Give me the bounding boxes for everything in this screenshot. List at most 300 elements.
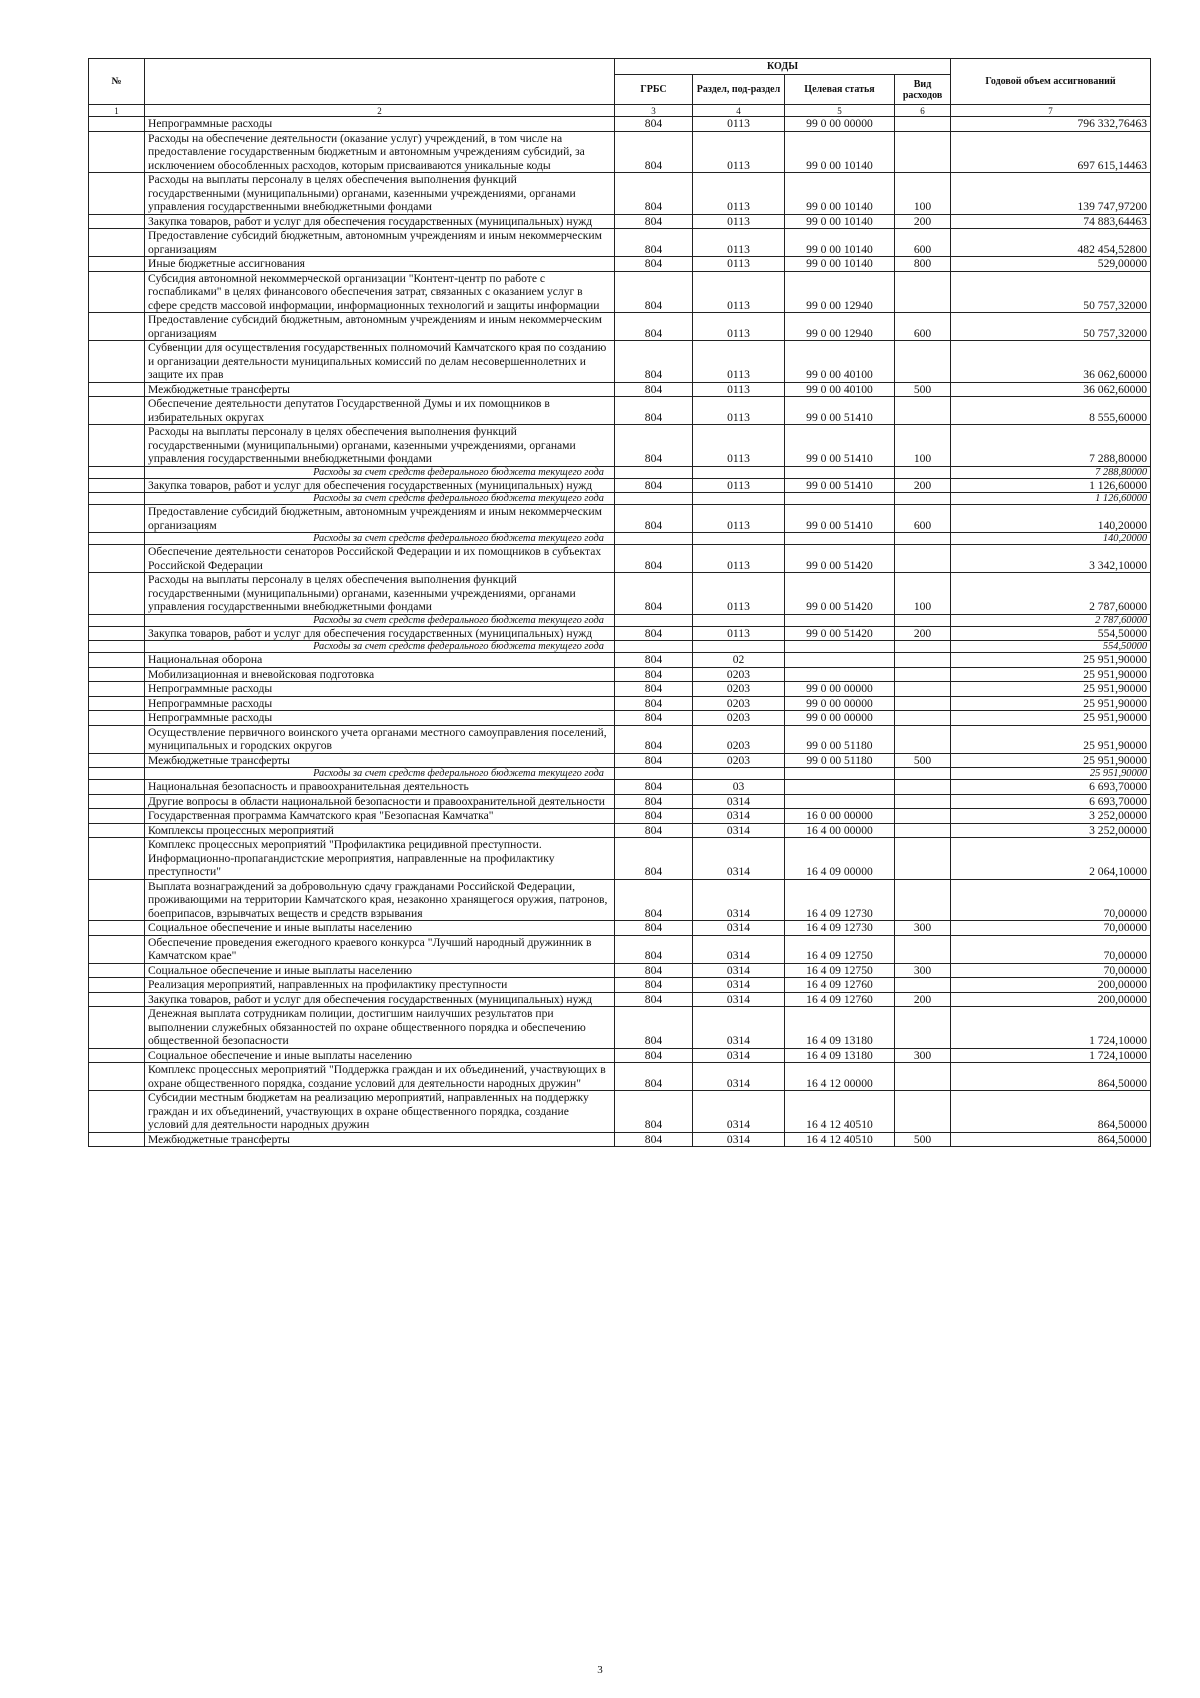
row-kind-cell bbox=[895, 838, 951, 880]
row-target-cell: 16 4 12 40510 bbox=[785, 1132, 895, 1147]
row-number-cell bbox=[89, 696, 145, 711]
row-section-cell: 0113 bbox=[693, 229, 785, 257]
row-grbs-cell bbox=[615, 768, 693, 780]
row-number-cell bbox=[89, 117, 145, 132]
row-amount-cell: 2 064,10000 bbox=[951, 838, 1151, 880]
row-grbs-cell: 804 bbox=[615, 711, 693, 726]
table-row bbox=[89, 573, 1151, 615]
row-kind-cell: 500 bbox=[895, 1132, 951, 1147]
row-name-cell: Социальное обеспечение и иные выплаты населению bbox=[145, 921, 615, 936]
row-section-cell bbox=[693, 768, 785, 780]
row-amount-cell: 1 724,10000 bbox=[951, 1007, 1151, 1049]
row-kind-cell bbox=[895, 725, 951, 753]
row-kind-cell bbox=[895, 493, 951, 505]
row-section-cell bbox=[693, 533, 785, 545]
row-section-cell: 0314 bbox=[693, 921, 785, 936]
budget-table bbox=[88, 58, 1151, 1147]
row-section-cell: 0113 bbox=[693, 626, 785, 641]
table-row bbox=[89, 173, 1151, 215]
row-target-cell bbox=[785, 780, 895, 795]
header-col-3: 3 bbox=[615, 105, 693, 117]
row-number-cell bbox=[89, 1091, 145, 1133]
row-section-cell: 0314 bbox=[693, 1063, 785, 1091]
row-target-cell: 16 4 09 00000 bbox=[785, 838, 895, 880]
row-grbs-cell bbox=[615, 466, 693, 478]
row-name-cell: Обеспечение проведения ежегодного краевого конкурса "Лучший народный дружинник в Камчатском крае" bbox=[145, 935, 615, 963]
row-name-cell: Осуществление первичного воинского учета органами местного самоуправления поселений, муниципальных и городских округов bbox=[145, 725, 615, 753]
table-header bbox=[89, 59, 1151, 117]
row-name-cell: Межбюджетные трансферты bbox=[145, 1132, 615, 1147]
row-number-cell bbox=[89, 641, 145, 653]
row-section-cell: 0113 bbox=[693, 505, 785, 533]
row-grbs-cell: 804 bbox=[615, 753, 693, 768]
table-row bbox=[89, 626, 1151, 641]
row-target-cell bbox=[785, 768, 895, 780]
row-kind-cell bbox=[895, 682, 951, 697]
row-section-cell: 0314 bbox=[693, 1091, 785, 1133]
row-name-cell: Комплекс процессных мероприятий "Поддержка граждан и их объединений, участвующих в охране общественного порядка, создание условий для деятельности народных дружин" bbox=[145, 1063, 615, 1091]
row-number-cell bbox=[89, 823, 145, 838]
table-row bbox=[89, 667, 1151, 682]
row-kind-cell: 600 bbox=[895, 505, 951, 533]
table-row bbox=[89, 545, 1151, 573]
row-target-cell: 99 0 00 12940 bbox=[785, 271, 895, 313]
table-row bbox=[89, 696, 1151, 711]
table-row bbox=[89, 935, 1151, 963]
row-number-cell bbox=[89, 214, 145, 229]
row-section-cell: 0314 bbox=[693, 1132, 785, 1147]
row-kind-cell bbox=[895, 1007, 951, 1049]
row-amount-cell: 3 252,00000 bbox=[951, 809, 1151, 824]
table-row bbox=[89, 794, 1151, 809]
row-number-cell bbox=[89, 725, 145, 753]
row-amount-cell: 8 555,60000 bbox=[951, 397, 1151, 425]
row-grbs-cell bbox=[615, 493, 693, 505]
table-row bbox=[89, 823, 1151, 838]
header-col-4: 4 bbox=[693, 105, 785, 117]
row-section-cell: 0314 bbox=[693, 794, 785, 809]
row-section-cell: 0314 bbox=[693, 838, 785, 880]
row-number-cell bbox=[89, 711, 145, 726]
row-number-cell bbox=[89, 397, 145, 425]
table-row bbox=[89, 1091, 1151, 1133]
row-amount-cell: 864,50000 bbox=[951, 1132, 1151, 1147]
row-target-cell: 99 0 00 00000 bbox=[785, 711, 895, 726]
row-amount-cell: 2 787,60000 bbox=[951, 614, 1151, 626]
row-kind-cell bbox=[895, 935, 951, 963]
row-number-cell bbox=[89, 838, 145, 880]
row-amount-cell: 1 126,60000 bbox=[951, 478, 1151, 493]
row-section-cell: 0203 bbox=[693, 753, 785, 768]
row-section-cell: 0113 bbox=[693, 131, 785, 173]
table-row bbox=[89, 214, 1151, 229]
row-target-cell: 99 0 00 51410 bbox=[785, 505, 895, 533]
row-number-cell bbox=[89, 667, 145, 682]
row-name-cell: Расходы за счет средств федерального бюджета текущего года bbox=[145, 614, 615, 626]
table-row-federal-note bbox=[89, 533, 1151, 545]
row-amount-cell: 70,00000 bbox=[951, 935, 1151, 963]
row-number-cell bbox=[89, 1132, 145, 1147]
table-row bbox=[89, 725, 1151, 753]
row-number-cell bbox=[89, 505, 145, 533]
row-section-cell: 0113 bbox=[693, 545, 785, 573]
row-name-cell: Закупка товаров, работ и услуг для обеспечения государственных (муниципальных) нужд bbox=[145, 626, 615, 641]
row-number-cell bbox=[89, 978, 145, 993]
row-target-cell: 99 0 00 51180 bbox=[785, 753, 895, 768]
row-target-cell: 16 4 09 12760 bbox=[785, 978, 895, 993]
row-number-cell bbox=[89, 653, 145, 668]
row-grbs-cell: 804 bbox=[615, 1063, 693, 1091]
row-target-cell: 99 0 00 51420 bbox=[785, 573, 895, 615]
table-row bbox=[89, 131, 1151, 173]
row-section-cell: 0113 bbox=[693, 478, 785, 493]
row-section-cell: 0203 bbox=[693, 725, 785, 753]
row-target-cell bbox=[785, 493, 895, 505]
row-grbs-cell: 804 bbox=[615, 780, 693, 795]
row-kind-cell bbox=[895, 341, 951, 383]
row-amount-cell: 3 252,00000 bbox=[951, 823, 1151, 838]
row-target-cell: 99 0 00 12940 bbox=[785, 313, 895, 341]
row-grbs-cell: 804 bbox=[615, 682, 693, 697]
row-number-cell bbox=[89, 780, 145, 795]
row-amount-cell: 139 747,97200 bbox=[951, 173, 1151, 215]
row-name-cell: Расходы на выплаты персоналу в целях обеспечения выполнения функций государственными (муниципальными) органами, казенными учреждениями, органами управления государственными внебюджетными фондами bbox=[145, 573, 615, 615]
row-grbs-cell: 804 bbox=[615, 382, 693, 397]
table-row bbox=[89, 1048, 1151, 1063]
row-section-cell bbox=[693, 641, 785, 653]
row-name-cell: Непрограммные расходы bbox=[145, 711, 615, 726]
row-target-cell: 16 4 09 13180 bbox=[785, 1007, 895, 1049]
row-grbs-cell: 804 bbox=[615, 838, 693, 880]
row-target-cell bbox=[785, 794, 895, 809]
row-number-cell bbox=[89, 992, 145, 1007]
row-grbs-cell: 804 bbox=[615, 397, 693, 425]
row-name-cell: Расходы на выплаты персоналу в целях обеспечения выполнения функций государственными (муниципальными) органами, казенными учреждениями, органами управления государственными внебюджетными фондами bbox=[145, 425, 615, 467]
row-grbs-cell bbox=[615, 533, 693, 545]
row-kind-cell bbox=[895, 780, 951, 795]
row-amount-cell: 25 951,90000 bbox=[951, 768, 1151, 780]
row-section-cell: 0113 bbox=[693, 573, 785, 615]
row-target-cell: 99 0 00 40100 bbox=[785, 382, 895, 397]
table-row bbox=[89, 257, 1151, 272]
table-row bbox=[89, 780, 1151, 795]
row-target-cell: 99 0 00 40100 bbox=[785, 341, 895, 383]
row-target-cell: 99 0 00 00000 bbox=[785, 696, 895, 711]
row-section-cell: 0113 bbox=[693, 341, 785, 383]
row-grbs-cell: 804 bbox=[615, 963, 693, 978]
row-grbs-cell: 804 bbox=[615, 1132, 693, 1147]
row-name-cell: Предоставление субсидий бюджетным, автономным учреждениям и иным некоммерческим организациям bbox=[145, 313, 615, 341]
row-grbs-cell: 804 bbox=[615, 257, 693, 272]
row-kind-cell bbox=[895, 978, 951, 993]
row-number-cell bbox=[89, 935, 145, 963]
table-row bbox=[89, 229, 1151, 257]
table-row bbox=[89, 1063, 1151, 1091]
row-kind-cell bbox=[895, 545, 951, 573]
row-target-cell: 99 0 00 51410 bbox=[785, 397, 895, 425]
row-amount-cell: 70,00000 bbox=[951, 879, 1151, 921]
row-kind-cell bbox=[895, 653, 951, 668]
row-name-cell: Предоставление субсидий бюджетным, автономным учреждениям и иным некоммерческим организациям bbox=[145, 505, 615, 533]
row-section-cell: 0203 bbox=[693, 682, 785, 697]
row-section-cell: 0113 bbox=[693, 382, 785, 397]
row-kind-cell bbox=[895, 711, 951, 726]
table-row-federal-note bbox=[89, 493, 1151, 505]
header-col-7: 7 bbox=[951, 105, 1151, 117]
row-kind-cell: 300 bbox=[895, 921, 951, 936]
row-kind-cell: 100 bbox=[895, 425, 951, 467]
row-grbs-cell: 804 bbox=[615, 573, 693, 615]
row-amount-cell: 25 951,90000 bbox=[951, 725, 1151, 753]
row-number-cell bbox=[89, 425, 145, 467]
row-grbs-cell: 804 bbox=[615, 505, 693, 533]
row-number-cell bbox=[89, 382, 145, 397]
row-section-cell: 02 bbox=[693, 653, 785, 668]
row-target-cell: 99 0 00 51410 bbox=[785, 425, 895, 467]
row-grbs-cell bbox=[615, 614, 693, 626]
row-target-cell: 99 0 00 10140 bbox=[785, 257, 895, 272]
table-row bbox=[89, 809, 1151, 824]
row-amount-cell: 796 332,76463 bbox=[951, 117, 1151, 132]
row-kind-cell bbox=[895, 696, 951, 711]
row-grbs-cell: 804 bbox=[615, 1048, 693, 1063]
row-number-cell bbox=[89, 809, 145, 824]
row-kind-cell: 200 bbox=[895, 992, 951, 1007]
row-section-cell: 0113 bbox=[693, 313, 785, 341]
row-number-cell bbox=[89, 768, 145, 780]
row-target-cell bbox=[785, 667, 895, 682]
row-grbs-cell: 804 bbox=[615, 1091, 693, 1133]
row-grbs-cell: 804 bbox=[615, 978, 693, 993]
row-number-cell bbox=[89, 229, 145, 257]
row-kind-cell bbox=[895, 809, 951, 824]
row-number-cell bbox=[89, 573, 145, 615]
row-kind-cell bbox=[895, 794, 951, 809]
row-name-cell: Комплекс процессных мероприятий "Профилактика рецидивной преступности. Информационно-пропагандистские мероприятия, направленные на профилактику преступности" bbox=[145, 838, 615, 880]
row-number-cell bbox=[89, 921, 145, 936]
row-target-cell: 99 0 00 51420 bbox=[785, 626, 895, 641]
row-amount-cell: 200,00000 bbox=[951, 992, 1151, 1007]
row-amount-cell: 6 693,70000 bbox=[951, 794, 1151, 809]
row-name-cell: Обеспечение деятельности сенаторов Российской Федерации и их помощников в субъектах Российской Федерации bbox=[145, 545, 615, 573]
row-kind-cell: 300 bbox=[895, 963, 951, 978]
page-number: 3 bbox=[597, 1664, 603, 1676]
row-grbs-cell: 804 bbox=[615, 341, 693, 383]
row-grbs-cell: 804 bbox=[615, 545, 693, 573]
row-grbs-cell: 804 bbox=[615, 1007, 693, 1049]
row-name-cell: Расходы за счет средств федерального бюджета текущего года bbox=[145, 641, 615, 653]
row-number-cell bbox=[89, 545, 145, 573]
row-amount-cell: 697 615,14463 bbox=[951, 131, 1151, 173]
row-number-cell bbox=[89, 257, 145, 272]
row-amount-cell: 140,20000 bbox=[951, 505, 1151, 533]
table-row bbox=[89, 313, 1151, 341]
row-kind-cell: 300 bbox=[895, 1048, 951, 1063]
row-number-cell bbox=[89, 466, 145, 478]
row-amount-cell: 50 757,32000 bbox=[951, 271, 1151, 313]
row-amount-cell: 50 757,32000 bbox=[951, 313, 1151, 341]
row-amount-cell: 6 693,70000 bbox=[951, 780, 1151, 795]
row-name-cell: Расходы за счет средств федерального бюджета текущего года bbox=[145, 533, 615, 545]
row-kind-cell bbox=[895, 466, 951, 478]
row-name-cell: Расходы за счет средств федерального бюджета текущего года bbox=[145, 466, 615, 478]
row-amount-cell: 74 883,64463 bbox=[951, 214, 1151, 229]
row-amount-cell: 529,00000 bbox=[951, 257, 1151, 272]
row-kind-cell: 500 bbox=[895, 382, 951, 397]
row-grbs-cell: 804 bbox=[615, 696, 693, 711]
table-row bbox=[89, 1007, 1151, 1049]
row-kind-cell bbox=[895, 614, 951, 626]
row-name-cell: Национальная оборона bbox=[145, 653, 615, 668]
row-number-cell bbox=[89, 313, 145, 341]
row-grbs-cell: 804 bbox=[615, 313, 693, 341]
row-number-cell bbox=[89, 478, 145, 493]
row-name-cell: Реализация мероприятий, направленных на профилактику преступности bbox=[145, 978, 615, 993]
row-grbs-cell: 804 bbox=[615, 667, 693, 682]
row-section-cell: 0314 bbox=[693, 935, 785, 963]
row-grbs-cell: 804 bbox=[615, 626, 693, 641]
row-section-cell: 0203 bbox=[693, 696, 785, 711]
row-target-cell bbox=[785, 641, 895, 653]
row-name-cell: Расходы на обеспечение деятельности (оказание услуг) учреждений, в том числе на предоставление государственным бюджетным и автономным учреждениям субсидий, за исключением обособленных расходов, которым присваиваются уникальные коды bbox=[145, 131, 615, 173]
row-kind-cell bbox=[895, 768, 951, 780]
row-name-cell: Межбюджетные трансферты bbox=[145, 753, 615, 768]
row-name-cell: Государственная программа Камчатского края "Безопасная Камчатка" bbox=[145, 809, 615, 824]
row-target-cell: 16 4 09 12730 bbox=[785, 879, 895, 921]
row-kind-cell bbox=[895, 1063, 951, 1091]
row-target-cell bbox=[785, 653, 895, 668]
row-name-cell: Мобилизационная и вневойсковая подготовка bbox=[145, 667, 615, 682]
row-amount-cell: 864,50000 bbox=[951, 1063, 1151, 1091]
table-row bbox=[89, 963, 1151, 978]
row-number-cell bbox=[89, 271, 145, 313]
row-section-cell bbox=[693, 493, 785, 505]
row-amount-cell: 7 288,80000 bbox=[951, 425, 1151, 467]
row-grbs-cell: 804 bbox=[615, 425, 693, 467]
table-row bbox=[89, 1132, 1151, 1147]
row-target-cell: 16 0 00 00000 bbox=[785, 809, 895, 824]
row-number-cell bbox=[89, 682, 145, 697]
row-amount-cell: 554,50000 bbox=[951, 626, 1151, 641]
row-target-cell: 99 0 00 51420 bbox=[785, 545, 895, 573]
row-kind-cell bbox=[895, 131, 951, 173]
header-col-2: 2 bbox=[145, 105, 615, 117]
row-amount-cell: 554,50000 bbox=[951, 641, 1151, 653]
row-target-cell: 16 4 12 40510 bbox=[785, 1091, 895, 1133]
row-number-cell bbox=[89, 626, 145, 641]
table-row bbox=[89, 879, 1151, 921]
row-number-cell bbox=[89, 614, 145, 626]
row-name-cell: Комплексы процессных мероприятий bbox=[145, 823, 615, 838]
row-name-cell: Закупка товаров, работ и услуг для обеспечения государственных (муниципальных) нужд bbox=[145, 478, 615, 493]
row-kind-cell: 600 bbox=[895, 229, 951, 257]
row-grbs-cell: 804 bbox=[615, 229, 693, 257]
row-amount-cell: 3 342,10000 bbox=[951, 545, 1151, 573]
header-kind: Вид расходов bbox=[895, 75, 951, 105]
row-name-cell: Обеспечение деятельности депутатов Государственной Думы и их помощников в избирательных округах bbox=[145, 397, 615, 425]
row-number-cell bbox=[89, 1063, 145, 1091]
row-name-cell: Иные бюджетные ассигнования bbox=[145, 257, 615, 272]
row-kind-cell bbox=[895, 667, 951, 682]
row-kind-cell: 100 bbox=[895, 573, 951, 615]
row-amount-cell: 36 062,60000 bbox=[951, 341, 1151, 383]
table-row bbox=[89, 921, 1151, 936]
table-row bbox=[89, 505, 1151, 533]
row-kind-cell bbox=[895, 117, 951, 132]
row-section-cell: 0113 bbox=[693, 117, 785, 132]
row-kind-cell: 200 bbox=[895, 214, 951, 229]
header-col-5: 5 bbox=[785, 105, 895, 117]
row-number-cell bbox=[89, 533, 145, 545]
table-row bbox=[89, 382, 1151, 397]
row-name-cell: Непрограммные расходы bbox=[145, 682, 615, 697]
row-grbs-cell: 804 bbox=[615, 117, 693, 132]
row-grbs-cell: 804 bbox=[615, 879, 693, 921]
table-row bbox=[89, 478, 1151, 493]
header-col-1: 1 bbox=[89, 105, 145, 117]
row-name-cell: Субсидии местным бюджетам на реализацию мероприятий, направленных на поддержку граждан и их объединений, участвующих в охране общественного порядка, создание условий для деятельности народных дружин bbox=[145, 1091, 615, 1133]
table-row bbox=[89, 341, 1151, 383]
table-row bbox=[89, 992, 1151, 1007]
header-target: Целевая статья bbox=[785, 75, 895, 105]
row-target-cell: 16 4 09 12730 bbox=[785, 921, 895, 936]
row-amount-cell: 70,00000 bbox=[951, 963, 1151, 978]
row-target-cell: 99 0 00 10140 bbox=[785, 173, 895, 215]
row-amount-cell: 25 951,90000 bbox=[951, 696, 1151, 711]
header-name bbox=[145, 59, 615, 105]
row-kind-cell: 800 bbox=[895, 257, 951, 272]
table-row bbox=[89, 425, 1151, 467]
row-kind-cell: 100 bbox=[895, 173, 951, 215]
row-target-cell: 16 4 09 12750 bbox=[785, 935, 895, 963]
row-target-cell: 16 4 09 12750 bbox=[785, 963, 895, 978]
row-name-cell: Непрограммные расходы bbox=[145, 696, 615, 711]
row-number-cell bbox=[89, 794, 145, 809]
table-row bbox=[89, 117, 1151, 132]
row-target-cell: 99 0 00 00000 bbox=[785, 117, 895, 132]
row-kind-cell bbox=[895, 533, 951, 545]
row-name-cell: Закупка товаров, работ и услуг для обеспечения государственных (муниципальных) нужд bbox=[145, 992, 615, 1007]
table-row-federal-note bbox=[89, 641, 1151, 653]
row-section-cell: 0113 bbox=[693, 214, 785, 229]
row-target-cell: 99 0 00 00000 bbox=[785, 682, 895, 697]
row-section-cell: 0314 bbox=[693, 1048, 785, 1063]
row-section-cell: 03 bbox=[693, 780, 785, 795]
row-grbs-cell: 804 bbox=[615, 823, 693, 838]
row-name-cell: Расходы за счет средств федерального бюджета текущего года bbox=[145, 768, 615, 780]
row-target-cell: 16 4 09 12760 bbox=[785, 992, 895, 1007]
row-kind-cell: 200 bbox=[895, 478, 951, 493]
row-section-cell: 0113 bbox=[693, 271, 785, 313]
row-name-cell: Закупка товаров, работ и услуг для обеспечения государственных (муниципальных) нужд bbox=[145, 214, 615, 229]
table-row bbox=[89, 978, 1151, 993]
row-amount-cell: 140,20000 bbox=[951, 533, 1151, 545]
row-number-cell bbox=[89, 493, 145, 505]
row-target-cell: 16 4 00 00000 bbox=[785, 823, 895, 838]
row-grbs-cell: 804 bbox=[615, 653, 693, 668]
row-section-cell: 0113 bbox=[693, 173, 785, 215]
row-name-cell: Национальная безопасность и правоохранительная деятельность bbox=[145, 780, 615, 795]
row-section-cell: 0113 bbox=[693, 397, 785, 425]
row-name-cell: Непрограммные расходы bbox=[145, 117, 615, 132]
row-number-cell bbox=[89, 131, 145, 173]
row-number-cell bbox=[89, 341, 145, 383]
header-section: Раздел, под-раздел bbox=[693, 75, 785, 105]
row-grbs-cell: 804 bbox=[615, 935, 693, 963]
row-amount-cell: 2 787,60000 bbox=[951, 573, 1151, 615]
table-row bbox=[89, 753, 1151, 768]
table-row bbox=[89, 682, 1151, 697]
